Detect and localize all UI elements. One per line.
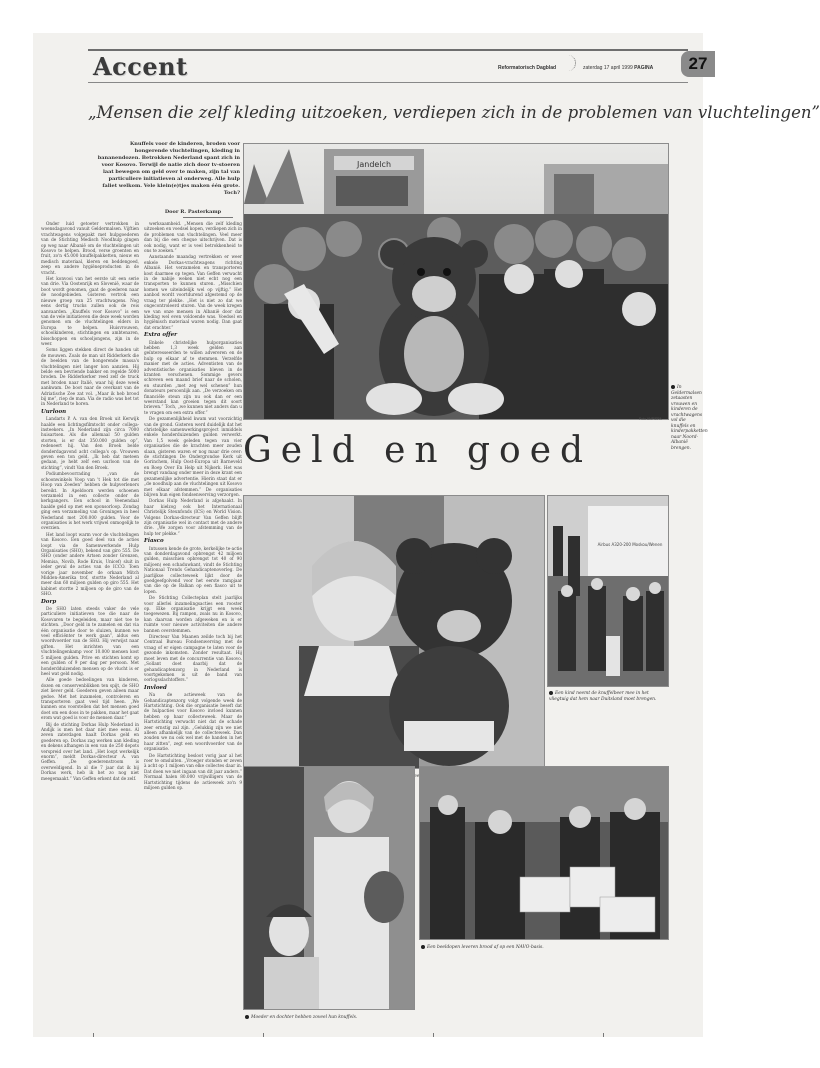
photo-children-with-knuffels	[243, 143, 669, 420]
caption-photo-1: In Geldermalsen zetaasten vrouwen en kinderen de vrachtwagens vol die knuffels en kinderpakketten naar Noord-Albanië brengen.	[671, 385, 708, 451]
paragraph: Het konvooi van het eerste uit een serie van drie. Via Oostenrijk en Slovenië, waar de boot wordt genomen, gaat de goederen naar de noodgebieden. Gisteren vertrok een nieuwe groep van 25 vrachtwagens. Nog eens dertig trucks zullen ook de reis aanvaarden. „Knuffels voor Kosovo” is een van de vele initiatieven die deze week worden genomen om de vluchtelingen elders in Europa te helpen. Huisvrouwen, schoolkinderen, stichtingen en ambtenaren, bisschoppen en schooljongens, zijn in de weer.	[41, 276, 140, 346]
page-tick-mark	[603, 1033, 604, 1037]
paragraph: werksaamheid. „Mensen die zelf kleding uitzoeken en voedsel kopen, verdiepen zich in de problemen van vluchtelingen. Veel meer dan bij die een cheque uitschrijven. Dat is ook nodig, want er is veel betrokkenheid te ons te zoeken.”	[144, 221, 242, 254]
photo-girl-with-bear	[243, 495, 545, 769]
photo-soldiers-delivering-bread	[419, 766, 669, 940]
article-column-1	[41, 221, 139, 1021]
caption-bullet-icon	[245, 1015, 249, 1019]
byline-rule	[183, 217, 233, 218]
caption-bullet-icon	[549, 691, 553, 695]
intro-lead: Knuffels voor de kinderen, broden voor hongerende vluchtelingen, kleding in bananendozen. Betrokken Nederland spant zich in voor Kosovo. Terwijl de natie zich door tv-stoeren laat bewegen om geld over te maken, zijn tal van particuliere initiatieven al onderweg. Alle hulp faliet welkom. Vele klein(e)tjes maken één grote. Toch?	[97, 141, 240, 196]
paragraph: De gezamenlijkheid kwam wat voorzichtig van de grond. Gisteren werd duidelijk dat het christelijke samenwerkingsproject inmiddels enkele honderduizenden gulden verwerkt. Van 1,5 week geleden tegen van vier organisaties die de krachten meer zouden slaan, gisteren waren er nog maar drie over: de stichtingen De Ondergrondse Kerk uit Gorinchem, Hulp Oost-Europa uit Barneveld en Roep Over En Help uit Nijkerk. Het was brengt vandaag onder meer in deze krant een gezamenlijke advertentie. Hierin staat dat er „de noodhulp aan de vluchtelingen uit Kosovo met elkaar afstemmen.” De organisaties blijven hun eigen fondsenwerving verzorgen.	[144, 416, 242, 497]
header-top-rule	[88, 49, 688, 51]
article-column-2	[144, 221, 242, 1021]
caption-photo-3: Een kind neemt de knuffelbeer mee in het vliegtuig dat hem naar Duitsland moet brengen.	[549, 691, 657, 702]
masthead-swoosh-icon	[565, 55, 576, 71]
paragraph: Directeur Van Maanen zeilde toch bij het Centraal Bureau Fondsenwerving met de vraag of er eigen campagne te laten voor de gezonde inkomsten. Zonder resultaat. Hij moet leven met de concurrentie van Kosovo. „Sollant doet daarbij dat de gehandicaptenzorg in Nederland is voortgekomen is uit de band van oorlogsslachtoffers.”	[144, 634, 242, 683]
dateline	[583, 65, 653, 71]
photo-mother-and-daughter	[243, 766, 415, 1010]
caption-photo-5: Een beeldopen leveren brood af op een NAVO-basis.	[421, 945, 667, 951]
paragraph: Onder luid getoeter vertrokken in woensdagavond vanuit Geldermalsen. Vijftien vrachtwagens volgepakt met hulpgoederen van de Stichting Medisch Noodhulp gingen op weg naar Albanië om de vluchtelingen uit Kosovo te helpen. Brood, verse groenten en fruit, zo'n 45.000 knuffelpakketten, nieuw en medisch materiaal, kleren en beddengoed, zeep en andere hygiëneproducten in de vracht.	[41, 221, 139, 275]
paragraph: Landarts P. A. van den Broek uit Kerwijk haalde een lichtingsfilmtocht onder collega-insteekers. „In Nederland zijn circa 7000 huisartsen. Als die allemaal 50 gulden storten, is er dat 350.000 gulden op”, redeneert hij. Van den Broek belde donderdagavond acht collega's op. Vrouwen geven een ton geld. „Ik heb dat meteen gedaan, je hebt zelf een uurloon van de stichting”, vindt Van den Broek.	[41, 416, 139, 470]
paragraph: De Hartstichting besloot vorig jaar al het roer te omsluiten. „Vroeger stonden er zeven à acht op 1 miljoen van elke collectes daar in. Dat doen we niet ingaan van dit jaar anders.” Normaal halen 80.000 vrijwilligers van de Hartstichting tijdens de actieweek zo'n 9 miljoen gulden op.	[144, 752, 242, 791]
masthead-name: Reformatorisch Dagblad	[498, 65, 557, 71]
page-label: PAGINA	[634, 65, 654, 71]
caption-photo-4: Moeder en dochter hebben zoveel hun knuffels.	[245, 1015, 445, 1021]
photo-children-image	[244, 144, 668, 419]
photo-airplane-boarding	[547, 495, 669, 687]
paragraph: Bij de stichting Dorkas Hulp Nederland in Andijk is men het daar niet mee eens. Al zeven zaterdagen haalt Dorkas geld en goederen op. Dorkas zag werken aan kleding en dekens afhangen in een van de 250 depots verspreid over het land. „Het loopt werkelijk enorm”, meldt Dorkas-directeur A. van Geffen. „De goederenstroom is overweldigend. In al die 7 jaar dat ik bij Dorkas werk, heb ik het zo nog niet meegemaakt.” Van Geffen erkent dat de zelf.	[41, 721, 139, 781]
paragraph: Aanstaande maandag vertrekken er weer enkele Dorkas-vrachtwagens richting Albanië. Het verzamelen en transporteren kost daarmee op tegen. Van Geffen verwacht in de nabije weken niet echt nog een transporten te kunnen sturen. „Misschien komen we uiteindelijk wel op vijftig.” Het aanbod wordt voortdurend afgestemd op de vraag ter plekke. „Het is niet zo dat we ongecontroleerd sturen. Van de week kregen we van onze mensen in Albanië door dat kleding wel even voldoende was. Voedsel en hygiënisch materiaal waren nodig. Dan gaat dat erachter.”	[144, 254, 242, 330]
paragraph: Dorkas Hulp Nederland is afgehaakt. In haar kielzog ook het Internationaal Christelijk Steunfonds (ICS) en World Vision. Volgens Dorkas-directeur Van Geffen blijft zijn organisatie wel in contact met de andere drie. „We zorgen voor afstemming van de hulp ter plekke.”	[144, 498, 242, 536]
paragraph: Het land loopt warm voor de vluchtelingen van Kosovo. Een goed deel van de acties loopt via de Samenwerkende Hulp Organisaties (SHO), bekend van giro 555. De SHO (onder andere Artsen zonder Grenzen, Memisa, Novib, Rode Kruis, Unicef) sluit in ieder geval de acties van de ICCO. Toen vorige jaar november de orkaan Mitch Midden-Amerika trof, stortte Nederland al meer dan 60 miljoen gulden op giro 555. Het kabinet stortte 2 miljoen op de giro van de SHO.	[41, 531, 139, 597]
header-bottom-rule	[88, 82, 688, 83]
subheading: Extra offer	[144, 332, 178, 339]
photo-airplane-image	[548, 496, 668, 686]
section-title: Accent	[93, 52, 188, 81]
newspaper-page	[33, 33, 820, 1037]
photo-mother-image	[244, 767, 414, 1009]
page-number: 27	[681, 51, 715, 77]
paragraph: Intussen kende de grote, kerkelijke te-actie van donderdagavond opbrengst 42 miljoen gulden, misschien opbrengst tot 40 of 90 miljoen) een schaduwkant, vindt de Stichting Nationaal Trends Gehandicaptenoverleg. De jaarlijkse collecteweek lijkt door de goedgeefgolvend voor het eerste rampjaar van die op de Balkan op een fiasco uit te lopen.	[144, 545, 242, 594]
section-big-title: Geld en goed	[243, 430, 593, 471]
page-tick-mark	[93, 1033, 94, 1037]
subheading: Uurloon	[41, 408, 67, 415]
paragraph: Na de actieweek van de Gehandicaptenzorg volgt volgende week de Hartstichting. Ook die organisatie beseft dat de hulpacties voor Kosovo invloed kunnen hebben op haar collecteweek. Maar de Hartstichting verwacht niet dat de schade zeer ernstig zal zijn. „Gelukkig zijn we niet alleen afhankelijk van de collecteweek. Dan zouden we nu ook wel met de handen in het haar zitten”, zegt een woordvoerder van de organisatie.	[144, 692, 242, 752]
issue-date: zaterdag 17 april 1999	[583, 65, 633, 71]
paragraph: Enkele christelijke hulporganisaties hebben 1,3 week gelden aan geïnteresseerden te willen advereren en de hulp op elkaar af te stemmen. Verzelfde manier met de acties. Adventisten van de adventistische organisaties bleven in de kranten verschenen. Sommige gevers schreven een maand brief naar de scholen, en stuurden „met zeg wel schenen” hun donateurs persoonlijk aan. „De verzoeken om financiële steun zijn nu ook dan er een weerstand kan groeien tegen dit soort brieven.” Toch, „we kunnen niet anders dan u te vragen om een extra offer.”	[144, 339, 242, 415]
paragraph: Podiumbevoorrading „van de schoonwinkels Voop van 't Hek tot die met Hoop van Zeeden” hebben de hulpverleners bereikt. In Apeldoorn werden schoenen verzameld in een collecte onder de kerkgangers. Een school in Veenendaal haalde geld op met een sponsorloop. Zondag ging een verzameling van Groningen in heel Nederland met 200.000 gulden. Voor de organisaties is het werk vrijwel onmogelijk te overzien.	[41, 471, 139, 531]
photo-girl-image	[244, 496, 544, 768]
subheading: Dorp	[41, 598, 57, 605]
truck-sign: Jandelch	[356, 160, 392, 169]
paragraph: De SHO laten steeds vaker de vele particuliere initiatieven toe die naar de Kosovaren te begeleiden, maar niet toe te stichten. „Door geld in te zamelen en dat via één organisatie door te sluizen, kunnen we veel efficiënter te werk gaan”, aldus een woordvoerder van de SHO. Hij verwijst naar giften. Het inrichten van een vluchtelingenkamp voor 10.000 mensen kost 5 miljoen gulden. Prive en stichten komt op een gulden of 9 per dag per persoon. Met honderdduizenden mensen op de vlucht is er heel wat geld nodig.	[41, 606, 139, 676]
article-column-3-continuation	[421, 958, 667, 1008]
page-tick-mark	[433, 1033, 434, 1037]
paragraph: De Stichting Collecteplan stelt jaarlijks voor allerlei inzamelingsacties een rooster op. Elke organisatie krijgt een week toegewezen. Bij rampen, zoals nu in Kosovo, kan daarvan worden afgeweken en is er ruimte voor nieuwe activiteiten die andere bannen overstemmen.	[144, 595, 242, 633]
airplane-text: Airbus A320-200 Moskou/Wenen	[597, 542, 663, 547]
main-headline: „Mensen die zelf kleding uitzoeken, verdiepen zich in de problemen van vluchtelingen”	[88, 103, 820, 122]
subheading: Fiasco	[144, 538, 164, 545]
paragraph: Soms liggen stekken direct de handen uit de mouwen. Zoals de man uit Ridderkerk die de beelden van de hongerende massa's vluchtelingen niet langer kon aanzien. Hij belde een bevriende bakker en regelde 5000 broden. De Ridderkerker reed zelf de truck met broden naar Italië, waar hij deze week aankwam. De boot naar de overkant van de Adriatische Zee zat vol. „Maar ik heb brood bij me”, riep de man. Via de radio was het tot in Nederland te horen.	[41, 347, 139, 407]
caption-bullet-icon	[421, 945, 425, 949]
caption-bullet-icon	[671, 385, 675, 389]
photo-soldiers-image	[420, 767, 668, 939]
page-tick-mark	[263, 1033, 264, 1037]
photo-credit: Foto ANP/EPA	[639, 417, 662, 421]
subheading: Invloed	[144, 684, 167, 691]
byline: Door R. Pasterkamp	[164, 209, 222, 215]
paragraph: Alle goede bedoelingen van kinderen, dozen en conservenblikken ten spijt, de SHO ziet liever geld. Goederen geven alleen maar gedoe. Met het inzamelen, controleren en transporteren gaat veel tijd heen. „We kunnen ons voorstellen dat het mensen goed doet om een doos in te pakken, maar het gaat erom wat goed is voor de mensen daar.”	[41, 677, 139, 721]
